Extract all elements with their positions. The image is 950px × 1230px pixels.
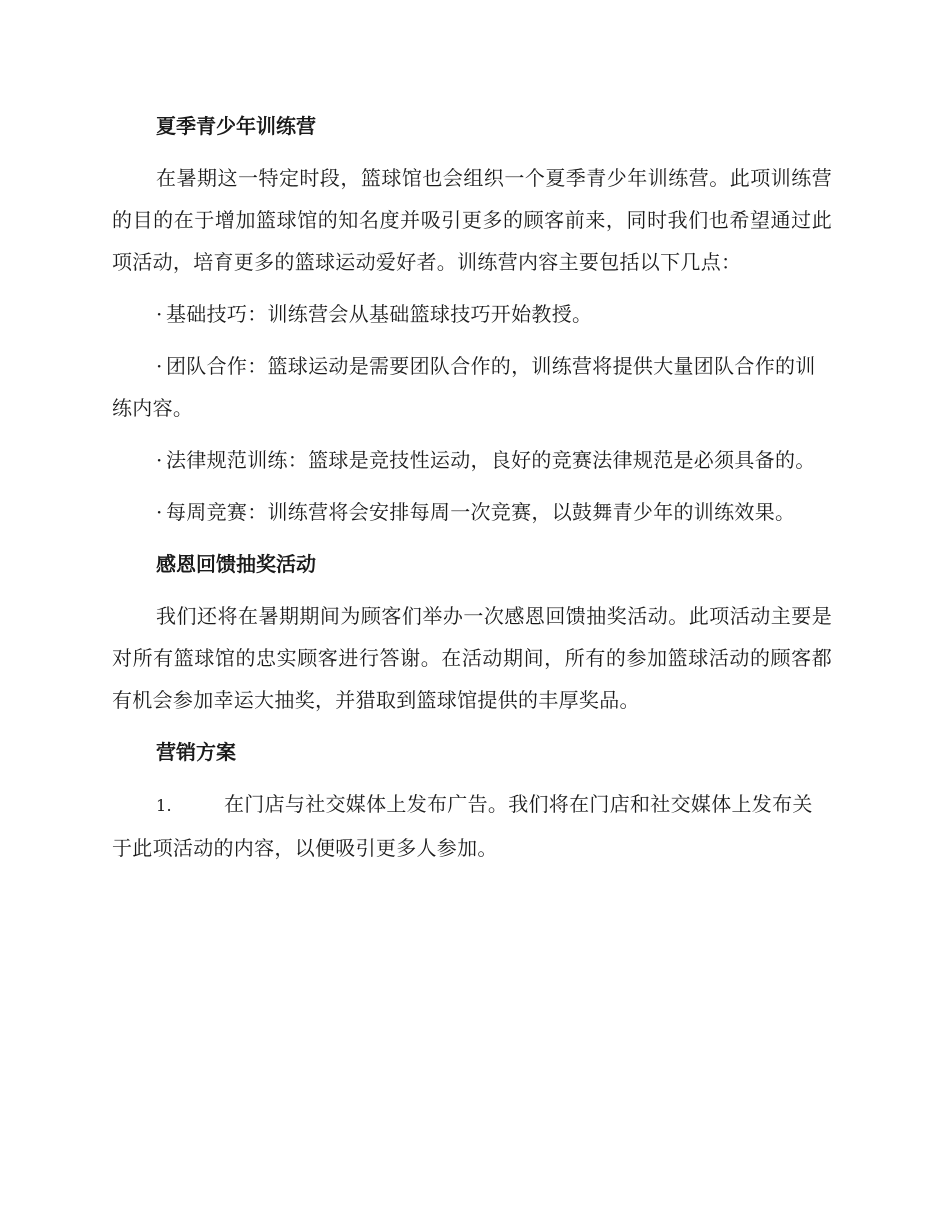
bullet-mark: ·: [156, 302, 163, 326]
bullet-text: 基础技巧：训练营会从基础篮球技巧开始教授。: [166, 302, 593, 326]
bullet-text: 每周竞赛：训练营将会安排每周一次竞赛，以鼓舞青少年的训练效果。: [166, 500, 796, 524]
bullet-mark: ·: [156, 354, 163, 378]
list-number: 1.: [156, 796, 172, 815]
section-heading-lottery: 感恩回馈抽奖活动: [156, 552, 316, 576]
lottery-intro: 我们还将在暑期期间为顾客们举办一次感恩回馈抽奖活动。此项活动主要是对所有篮球馆的忠实顾客进行答谢。在活动期间，所有的参加篮球活动的顾客都有机会参加幸运大抽奖，并猎取到篮球馆提供的丰厚奖品。: [112, 604, 832, 712]
bullet-mark: ·: [156, 448, 163, 472]
bullet-weekly-competition: [112, 491, 832, 533]
list-item-text: 在门店与社交媒体上发布广告。我们将在门店和社交媒体上发布关于此项活动的内容，以便吸引更多人参加。: [112, 792, 813, 860]
marketing-item-1: [112, 783, 832, 869]
section-heading-marketing: 营销方案: [156, 740, 236, 764]
bullet-rules-training: [112, 439, 832, 481]
bullet-basic-skills: [112, 293, 832, 335]
bullet-text: 法律规范训练：篮球是竞技性运动，良好的竞赛法律规范是必须具备的。: [166, 448, 816, 472]
bullet-mark: ·: [156, 500, 163, 524]
bullet-teamwork: [112, 345, 832, 429]
document-page: [112, 105, 832, 879]
bullet-text: 团队合作：篮球运动是需要团队合作的，训练营将提供大量团队合作的训练内容。: [112, 354, 816, 420]
summer-camp-intro: 在暑期这一特定时段，篮球馆也会组织一个夏季青少年训练营。此项训练营的目的在于增加篮球馆的知名度并吸引更多的顾客前来，同时我们也希望通过此项活动，培育更多的篮球运动爱好者。训练营内容主要包括以下几点：: [112, 166, 832, 274]
section-heading-summer-camp: 夏季青少年训练营: [156, 114, 316, 138]
